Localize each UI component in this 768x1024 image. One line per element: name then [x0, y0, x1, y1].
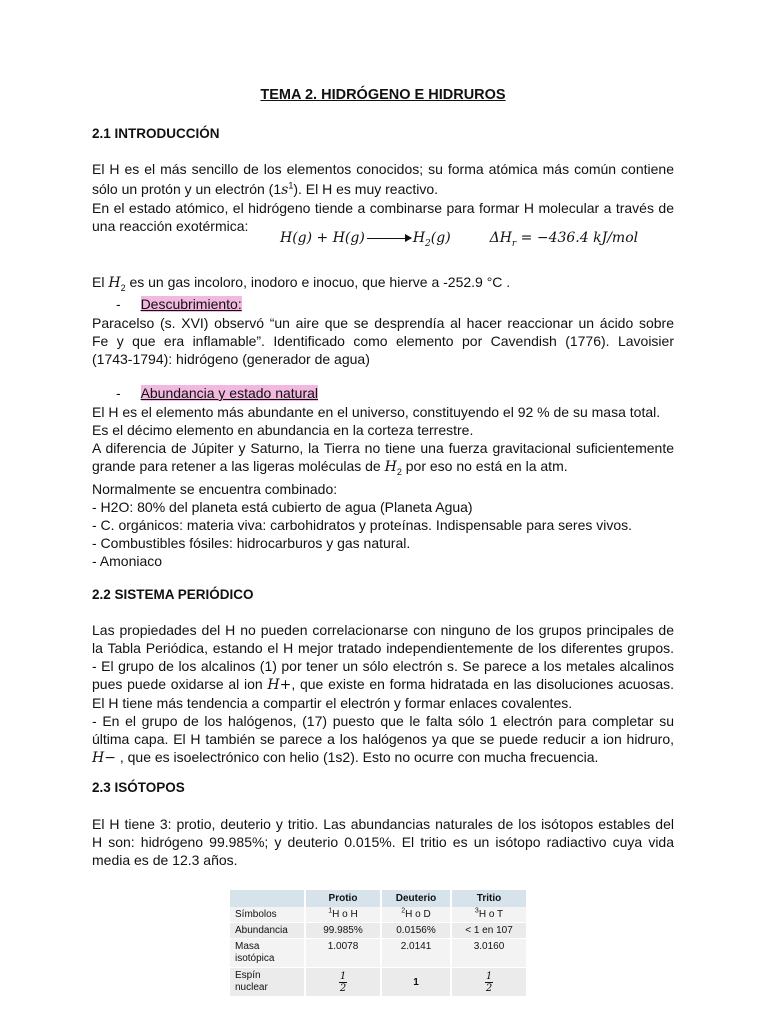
text-line: [92, 180, 674, 199]
text-line: [92, 748, 674, 767]
text-fragment: por eso no está en la atm.: [401, 458, 568, 474]
label-line: Espín: [235, 970, 261, 981]
subscript: 2: [120, 282, 126, 293]
table-cell: [381, 907, 451, 923]
table-cell: 1: [381, 968, 451, 997]
text-line: A diferencia de Júpiter y Saturno, la Tierra no tiene una fuerza gravitacional suficientemente: [92, 440, 674, 456]
text-line: Paracelso (s. XVI) observó “un aire que se desprendía al hacer reaccionar un ácido sobre: [92, 315, 674, 331]
list-item: - Amoniaco: [92, 553, 163, 569]
reaction-arrow-icon: [367, 238, 411, 239]
text-line: H son: hidrógeno 99.985%; y deuterio 0.015%. El tritio es un isótopo radiactivo cuya vida: [92, 834, 674, 850]
reaction-equation: [280, 230, 639, 249]
section-heading-sistema-periodico: 2.2 SISTEMA PERIÓDICO: [92, 587, 254, 602]
highlighted-subheading: Descubrimiento:: [140, 296, 242, 312]
table-cell: 3.0160: [451, 939, 527, 968]
label-line: Masa: [235, 941, 260, 952]
superscript: 2: [401, 907, 406, 915]
row-label: Símbolos: [230, 907, 305, 923]
text-line: Fe y que era inflamable”. Identificado como elemento por Cavendish (1776). Lavoisier: [92, 333, 674, 349]
label-line: isotópica: [235, 953, 275, 964]
cell-text: H o D: [405, 909, 431, 920]
text-fragment: El: [92, 274, 109, 290]
table-row: [230, 923, 527, 939]
row-label: Abundancia: [230, 923, 305, 939]
text-line: En el estado atómico, el hidrógeno tiende a combinarse para formar H molecular a través de: [92, 200, 674, 216]
enthalpy-value: = −436.4 kJ/mol: [516, 230, 639, 246]
text-line: El H tiene más tendencia a compartir el electrón y formar enlaces covalentes.: [92, 695, 573, 711]
text-fragment: sólo un protón y un electrón (1: [92, 181, 282, 197]
text-line: El H es el elemento más abundante en el universo, constituyendo el 92 % de su masa total.: [92, 404, 661, 420]
text-fragment: grande para retener a las ligeras moléculas de: [92, 458, 385, 474]
formula-h: H: [384, 459, 397, 475]
descubrimiento-bullet: [116, 296, 242, 312]
table-header-cell: Protio: [305, 890, 381, 907]
subscript: 2: [396, 466, 402, 477]
table-header-cell: Deuterio: [381, 890, 451, 907]
cell-text: H o H: [332, 909, 358, 920]
fraction: [339, 971, 347, 994]
table-cell: [305, 968, 381, 997]
text-line: [92, 675, 674, 694]
text-line: Es el décimo elemento en abundancia en la corteza terrestre.: [92, 422, 474, 438]
table-cell: 2.0141: [381, 939, 451, 968]
isotopos-paragraph: [92, 815, 674, 869]
denominator: 2: [339, 982, 347, 994]
ion-formula: H+: [267, 677, 292, 693]
fraction: [485, 971, 493, 994]
table-row: [230, 939, 527, 968]
table-cell: [451, 907, 527, 923]
table-header-cell: [230, 890, 305, 907]
superscript: 3: [474, 907, 479, 915]
subscript: r: [511, 238, 517, 249]
table-cell: 99.985%: [305, 923, 381, 939]
label-line: nuclear: [235, 982, 268, 993]
isotopes-table: [230, 890, 528, 997]
text-line: - En el grupo de los halógenos, (17) puesto que le falta sólo 1 electrón para completar su: [92, 713, 674, 729]
table-header-row: [230, 890, 527, 907]
numerator: 1: [339, 970, 347, 982]
table-row: [230, 907, 527, 923]
denominator: 2: [485, 982, 493, 994]
row-label: [230, 968, 305, 997]
superscript: 1: [328, 907, 333, 915]
sistema-periodico-paragraph: [92, 621, 674, 767]
text-line: (1743-1794): hidrógeno (generador de agua): [92, 351, 370, 367]
abundancia-bullet: [116, 385, 318, 401]
numerator: 1: [485, 970, 493, 982]
intro-paragraph-2: [92, 273, 674, 292]
abundancia-paragraph: [92, 403, 674, 570]
document-title: TEMA 2. HIDRÓGENO E HIDRUROS: [260, 87, 506, 103]
text-line: media es de 12.3 años.: [92, 852, 238, 868]
row-label: [230, 939, 305, 968]
text-line: El H tiene 3: protio, deuterio y tritio. Las abundancias naturales de los isótopos estables del: [92, 816, 674, 832]
list-item: - Combustibles fósiles: hidrocarburos y gas natural.: [92, 535, 411, 551]
equation-product: H: [412, 230, 426, 246]
section-heading-introduccion: 2.1 INTRODUCCIÓN: [92, 126, 220, 141]
bullet-dash: -: [116, 385, 121, 401]
text-line: Las propiedades del H no pueden correlacionarse con ninguno de los grupos principales de: [92, 622, 674, 638]
section-heading-isotopos: 2.3 ISÓTOPOS: [92, 780, 185, 795]
superscript: 1: [288, 180, 294, 191]
text-line: [92, 457, 674, 476]
list-item: - H2O: 80% del planeta está cubierto de agua (Planeta Agua): [92, 499, 473, 515]
subscript: 2: [425, 238, 431, 249]
equation-reactants: H(g) + H(g): [280, 230, 365, 246]
intro-paragraph-1: [92, 160, 674, 235]
text-line: - El grupo de los alcalinos (1) por tener un sólo electrón s. Se parece a los metales alcalinos: [92, 658, 674, 674]
table-cell: 1.0078: [305, 939, 381, 968]
text-fragment: , que es isoelectrónico con helio (1s2). Esto no ocurre con mucha frecuencia.: [115, 749, 599, 765]
bullet-dash: -: [116, 296, 121, 312]
text-fragment: es un gas incoloro, inodoro e inocuo, que hierve a -252.9 °C .: [125, 274, 511, 290]
enthalpy-symbol: ΔH: [489, 230, 512, 246]
text-fragment: pues puede oxidarse al ion: [92, 676, 268, 692]
text-fragment: ). El H es muy reactivo.: [293, 181, 439, 197]
text-line: El H es el más sencillo de los elementos conocidos; su forma atómica más común contiene: [92, 161, 674, 177]
table-row: [230, 968, 527, 997]
descubrimiento-paragraph: [92, 314, 674, 368]
text-fragment: , que existe en forma hidratada en las disoluciones acuosas.: [291, 676, 675, 692]
table-cell: [305, 907, 381, 923]
list-item: - C. orgánicos: materia viva: carbohidratos y proteínas. Indispensable para seres vivos.: [92, 517, 633, 533]
text-line: Normalmente se encuentra combinado:: [92, 481, 338, 497]
table-cell: [451, 968, 527, 997]
table-cell: 0.0156%: [381, 923, 451, 939]
orbital-symbol: s: [281, 182, 289, 198]
table-header-cell: Tritio: [451, 890, 527, 907]
formula-h: H: [108, 275, 121, 291]
cell-text: H o T: [478, 909, 504, 920]
ion-formula: H−: [92, 750, 116, 766]
equation-product-state: (g): [430, 230, 451, 246]
text-line: la Tabla Periódica, estando el H mejor tratado independientemente de los diferentes grupos.: [92, 640, 674, 656]
text-line: última capa. El H también se parece a los halógenos ya que se puede reducir a ion hidruro,: [92, 731, 674, 747]
highlighted-subheading: Abundancia y estado natural: [140, 385, 319, 401]
text-line: una reacción exotérmica:: [92, 218, 249, 234]
table-cell: < 1 en 107: [451, 923, 527, 939]
